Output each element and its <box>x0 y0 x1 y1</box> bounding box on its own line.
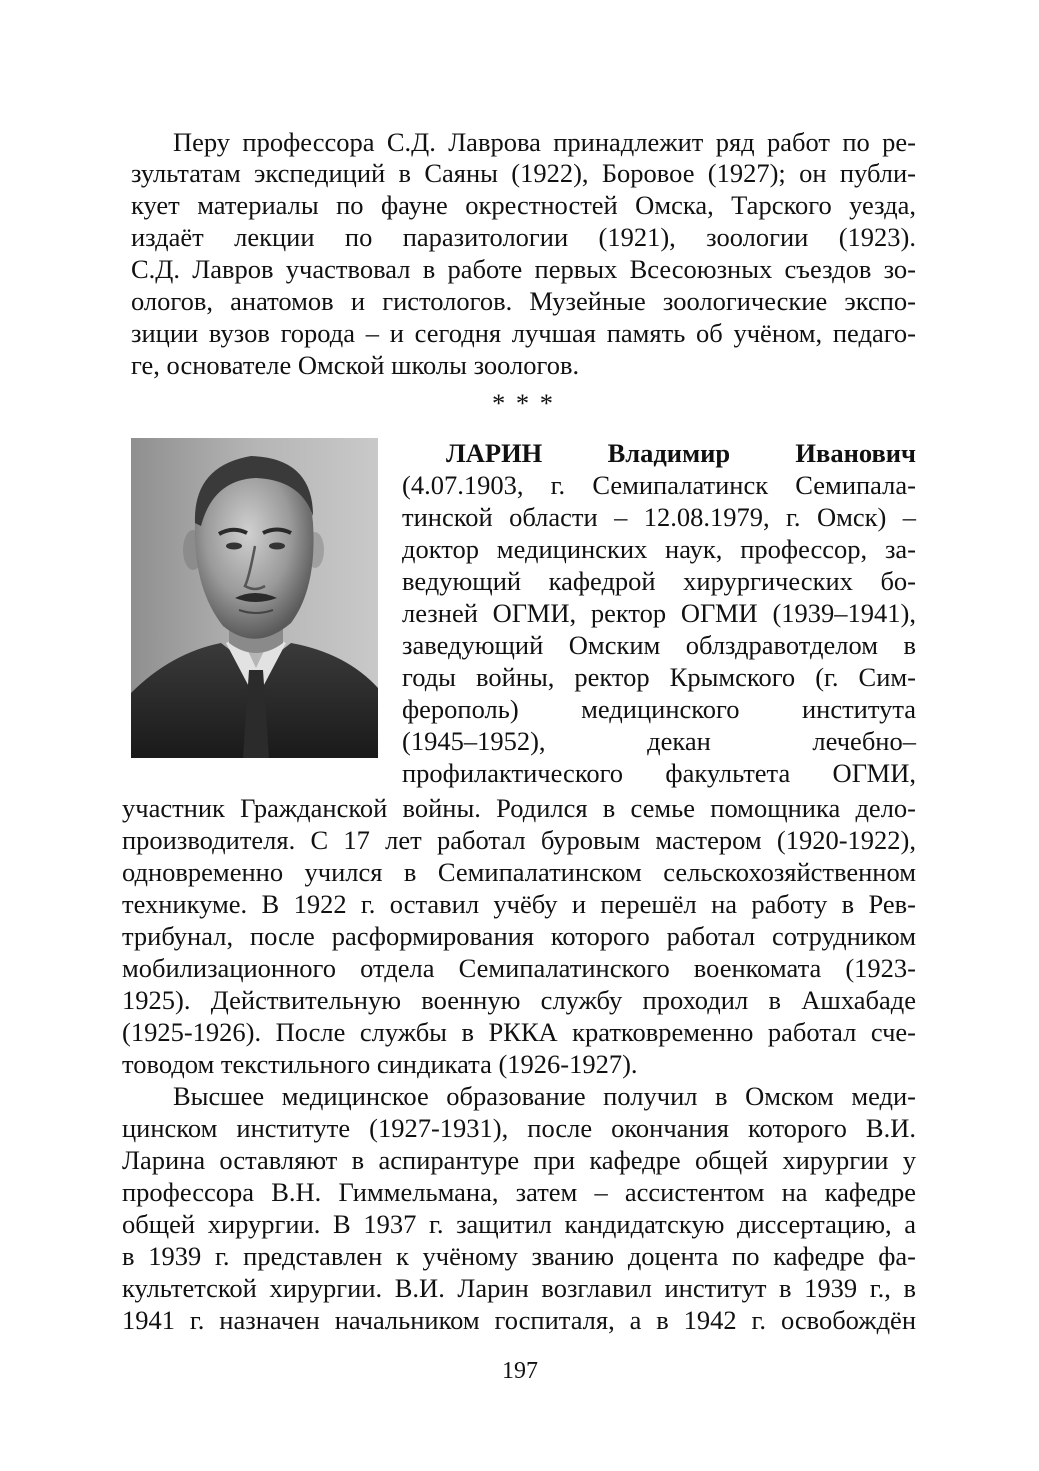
text-line: тинской области – 12.08.1979, г. Омск) – <box>402 502 916 532</box>
text-line: участник Гражданской войны. Родился в семье помощника дело- <box>122 793 916 823</box>
text-line: (1925-1926). После службы в РККА кратковременно работал сче- <box>122 1017 916 1047</box>
text-line: доктор медицинских наук, профессор, за- <box>402 534 916 564</box>
text-line: одновременно учился в Семипалатинском сельскохозяйственном <box>122 857 916 887</box>
text-line: зиции вузов города – и сегодня лучшая память об учёном, педаго- <box>131 318 916 348</box>
text-line: (4.07.1903, г. Семипалатинск Семипала- <box>402 470 916 500</box>
text-line: заведующий Омским облздравотделом в <box>402 630 916 660</box>
text-line: мобилизационного отдела Семипалатинского военкомата (1923- <box>122 953 916 983</box>
text-line: товодом текстильного синдиката (1926-1927). <box>122 1049 638 1079</box>
text-line: ологов, анатомов и гистологов. Музейные зоологические экспо- <box>131 286 916 316</box>
portrait-photo <box>131 438 378 758</box>
text-line: годы войны, ректор Крымского (г. Сим- <box>402 662 916 692</box>
text-line: производителя. С 17 лет работал буровым мастером (1920-1922), <box>122 825 916 855</box>
text-line: Ларина оставляют в аспирантуре при кафедре общей хирургии у <box>122 1145 916 1175</box>
text-line: (1945–1952), декан лечебно– <box>402 726 916 756</box>
page-number: 197 <box>502 1358 538 1384</box>
text-line: зультатам экспедиций в Саяны (1922), Боровое (1927); он публи- <box>131 158 916 188</box>
biography-name: ЛАРИН Владимир Иванович <box>446 438 916 468</box>
text-line: цинском институте (1927-1931), после окончания которого В.И. <box>122 1113 916 1143</box>
text-line: С.Д. Лавров участвовал в работе первых Всесоюзных съездов зо- <box>131 254 916 284</box>
text-line: ге, основателе Омской школы зоологов. <box>131 350 580 380</box>
text-line: лезней ОГМИ, ректор ОГМИ (1939–1941), <box>402 598 916 628</box>
text-line: 1925). Действительную военную службу проходил в Ашхабаде <box>122 985 916 1015</box>
text-line: профессора В.Н. Гиммельмана, затем – ассистентом на кафедре <box>122 1177 916 1207</box>
text-line: издаёт лекции по паразитологии (1921), зоологии (1923). <box>131 222 916 252</box>
text-line: 1941 г. назначен начальником госпиталя, а в 1942 г. освобождён <box>122 1305 916 1335</box>
text-line: техникуме. В 1922 г. оставил учёбу и перешёл на работу в Рев- <box>122 889 916 919</box>
section-separator: * * * <box>492 388 555 418</box>
text-line: в 1939 г. представлен к учёному званию доцента по кафедре фа- <box>122 1241 916 1271</box>
text-line: кует материалы по фауне окрестностей Омска, Тарского уезда, <box>131 190 916 220</box>
text-line: Высшее медицинское образование получил в Омском меди- <box>173 1081 916 1111</box>
text-line: профилактического факультета ОГМИ, <box>402 758 916 788</box>
text-line: трибунал, после расформирования которого работал сотрудником <box>122 921 916 951</box>
text-line: общей хирургии. В 1937 г. защитил кандидатскую диссертацию, а <box>122 1209 916 1239</box>
text-line: Перу профессора С.Д. Лаврова принадлежит ряд работ по ре- <box>173 127 916 157</box>
text-line: ферополь) медицинского института <box>402 694 916 724</box>
text-line: культетской хирургии. В.И. Ларин возглавил институт в 1939 г., в <box>122 1273 916 1303</box>
text-line: ведующий кафедрой хирургических бо- <box>402 566 916 596</box>
